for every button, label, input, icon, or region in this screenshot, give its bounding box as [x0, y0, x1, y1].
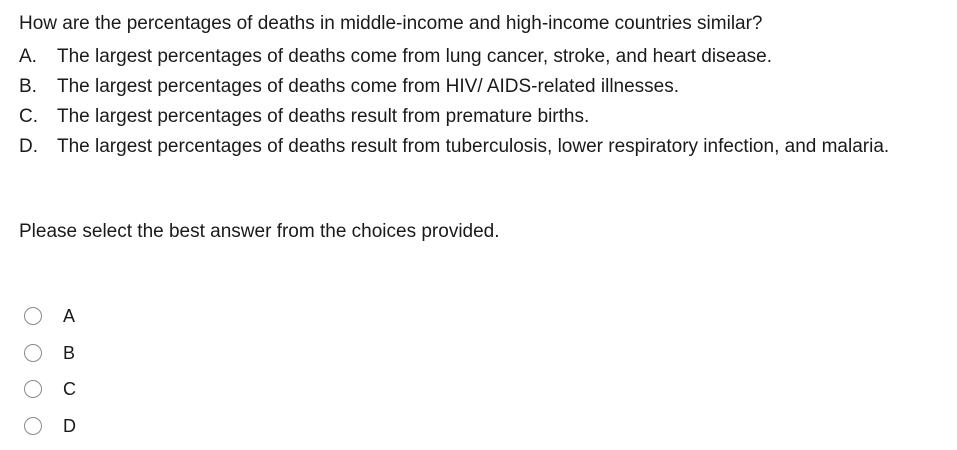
choice-letter: C. [19, 106, 38, 127]
radio-button-a[interactable] [24, 307, 42, 325]
radio-label-a[interactable]: A [63, 306, 76, 327]
radio-label-c[interactable]: C [63, 379, 76, 400]
question-text: How are the percentages of deaths in middle-income and high-income countries similar? [19, 13, 763, 34]
radio-label-d[interactable]: D [63, 415, 76, 436]
choice-text: The largest percentages of deaths result from tuberculosis, lower respiratory infection, and malaria. [57, 136, 890, 157]
radio-button-c[interactable] [24, 380, 42, 398]
choice-b [19, 72, 939, 102]
radio-option-b[interactable] [24, 335, 76, 372]
radio-label-b[interactable]: B [63, 342, 76, 363]
answer-choices-list [19, 42, 939, 162]
choice-letter: A. [19, 46, 37, 67]
instruction-text: Please select the best answer from the choices provided. [19, 221, 500, 242]
choice-text: The largest percentages of deaths result from premature births. [57, 106, 590, 127]
choice-letter: B. [19, 76, 37, 97]
radio-group [24, 298, 76, 444]
radio-button-d[interactable] [24, 417, 42, 435]
radio-option-c[interactable] [24, 371, 76, 408]
choice-d [19, 132, 939, 162]
choice-a [19, 42, 939, 72]
radio-option-d[interactable] [24, 408, 76, 445]
choice-text: The largest percentages of deaths come from lung cancer, stroke, and heart disease. [57, 46, 773, 67]
choice-text: The largest percentages of deaths come from HIV/ AIDS-related illnesses. [57, 76, 680, 97]
choice-c [19, 102, 939, 132]
radio-button-b[interactable] [24, 344, 42, 362]
choice-letter: D. [19, 136, 38, 157]
radio-option-a[interactable] [24, 298, 76, 335]
